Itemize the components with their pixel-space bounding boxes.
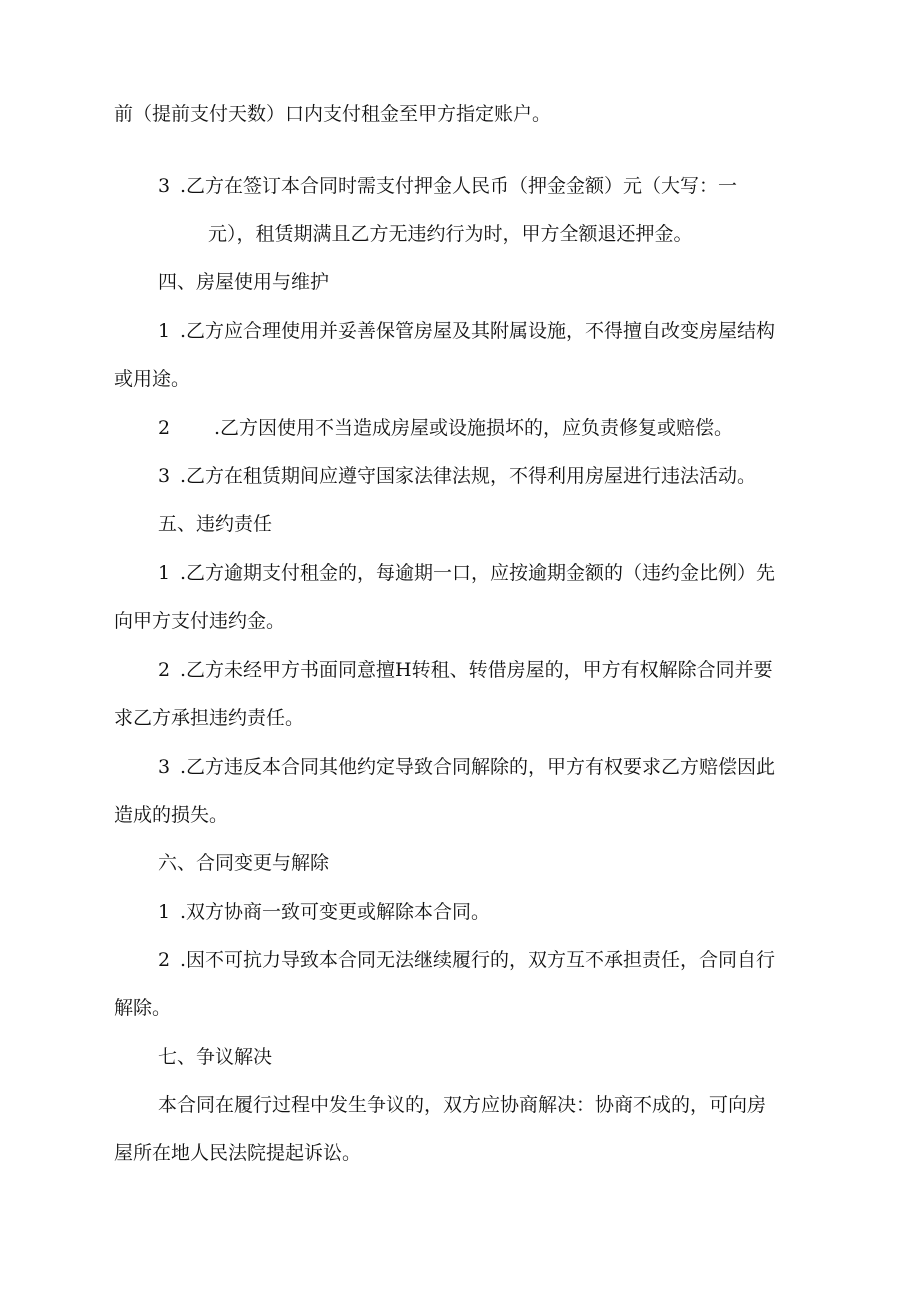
section5-item1-line1 [158,561,775,585]
section6-item2-line2: 解除。 [114,997,172,1019]
section7-paragraph-line1: 本合同在履行过程中发生争议的，双方应协商解决：协商不成的，可向房 [158,1094,767,1116]
section7-heading: 七、争议解决 [158,1046,273,1068]
clause-number: 3 [158,465,171,487]
clause-text: .乙方违反本合同其他约定导致合同解除的，甲方有权要求乙方赔偿因此 [180,756,776,778]
clause-number: 2 [158,949,171,971]
deposit-clause-line2: 元），租赁期满且乙方无违约行为时，甲方全额退还押金。 [208,223,693,245]
clause-text: .乙方在租赁期间应遵守国家法律法规，不得利用房屋进行违法活动。 [180,465,757,487]
clause-number: 1 [158,562,171,584]
clause-text: .乙方因使用不当造成房屋或设施损坏的，应负责修复或赔偿。 [214,417,734,439]
section6-heading: 六、合同变更与解除 [158,852,330,874]
clause-number: 1 [158,901,171,923]
clause-number: 1 [158,320,171,342]
clause-number: 2 [158,659,171,681]
section6-item1-line1 [158,900,490,924]
section4-item3-line1 [158,464,756,488]
intro-line: 前（提前支付天数）口内支付租金至甲方指定账户。 [114,103,552,125]
section4-item1-line1 [158,319,775,343]
clause-text: .乙方未经甲方书面同意擅H转租、转借房屋的，甲方有权解除合同并要 [180,659,773,681]
clause-number: 3 [158,175,171,197]
section4-heading: 四、房屋使用与维护 [158,271,330,293]
section7-paragraph-line2: 屋所在地人民法院提起诉讼。 [114,1142,362,1164]
clause-text: .乙方逾期支付租金的，每逾期一口，应按逾期金额的（违约金比例）先 [180,562,776,584]
clause-number: 2 [158,417,171,439]
deposit-clause-line1 [158,174,737,198]
section5-item2-line1 [158,658,773,682]
section5-item2-line2: 求乙方承担违约责任。 [114,707,305,729]
section6-item2-line1 [158,948,775,972]
section4-item2-line1 [158,416,733,440]
clause-text: .因不可抗力导致本合同无法继续履行的，双方互不承担责任，合同自行 [180,949,776,971]
section5-item3-line2: 造成的损失。 [114,804,229,826]
section5-item1-line2: 向甲方支付违约金。 [114,610,286,632]
clause-text: .乙方在签订本合同时需支付押金人民币（押金金额）元（大写：一 [180,175,738,197]
clause-text: .双方协商一致可变更或解除本合同。 [180,901,491,923]
section4-item1-line2: 或用途。 [114,368,191,390]
clause-number: 3 [158,756,171,778]
section5-heading: 五、违约责任 [158,513,273,535]
section5-item3-line1 [158,755,775,779]
clause-text: .乙方应合理使用并妥善保管房屋及其附属设施，不得擅自改变房屋结构 [180,320,776,342]
